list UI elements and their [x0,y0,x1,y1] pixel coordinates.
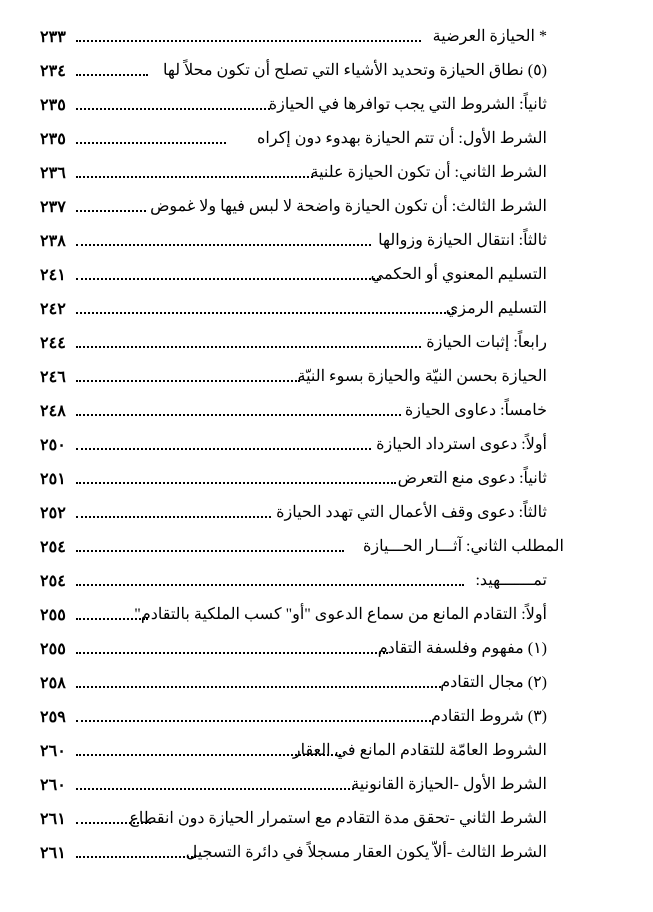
dot-leader [76,346,421,348]
dot-leader [76,414,401,416]
toc-page-number: ٢٣٥ [40,97,66,114]
dot-leader [76,142,226,144]
toc-entry [40,191,568,225]
dot-leader [76,74,148,76]
toc-page-number: ٢٥٠ [40,437,66,454]
toc-page-number: ٢٤٦ [40,369,66,386]
toc-entry-title: الحيازة بحسن النيّة والحيازة بسوء النيّة [297,368,547,385]
toc-entry-title: تمـــــــهيد: [475,572,547,589]
toc-entry [40,633,568,667]
toc-entry-title: (١) مفهوم وفلسفة التقادم [377,640,547,657]
toc-entry [40,361,568,395]
toc-page-number: ٢٤٤ [40,335,66,352]
toc-page-number: ٢٣٨ [40,233,66,250]
toc-entry [40,123,568,157]
toc-entry-title: التسليم المعنوي أو الحكمي [370,266,547,283]
toc-page-number: ٢٦٠ [40,777,66,794]
toc-page-number: ٢٣٤ [40,63,66,80]
toc-page-number: ٢٦١ [40,845,66,862]
toc-page-number: ٢٤٨ [40,403,66,420]
dot-leader [76,720,431,722]
table-of-contents [40,21,568,871]
toc-entry-title: الشرط الأول -الحيازة القانونية [351,776,547,793]
toc-entry [40,497,568,531]
dot-leader [76,584,464,586]
dot-leader [76,278,379,280]
toc-entry [40,701,568,735]
dot-leader [76,210,146,212]
toc-entry-title: خامساً: دعاوى الحيازة [404,402,547,419]
toc-entry-title: رابعاً: إثبات الحيازة [426,334,547,351]
toc-entry-title: (٥) نطاق الحيازة وتحديد الأشياء التي تصلح أن تكون محلاً لها [162,62,547,79]
toc-page-number: ٢٥٩ [40,709,66,726]
dot-leader [76,550,344,552]
toc-entry [40,55,568,89]
toc-entry-title: الشرط الثاني: أن تكون الحيازة علنية [310,164,547,181]
dot-leader [76,244,371,246]
toc-page-number: ٢٥٤ [40,573,66,590]
toc-entry [40,21,568,55]
toc-page-number: ٢٣٥ [40,131,66,148]
toc-entry-title: الشرط الأول: أن تتم الحيازة بهدوء دون إكراه [257,130,547,147]
toc-entry-title: الشرط الثاني -تحقق مدة التقادم مع استمرار الحيازة دون انقطاع [129,810,547,827]
toc-page-number: ٢٥٥ [40,607,66,624]
dot-leader [76,652,388,654]
dot-leader [76,686,441,688]
toc-entry-title: ثالثاً: دعوى وقف الأعمال التي تهدد الحيازة [276,504,547,521]
dot-leader [76,176,313,178]
toc-page-number: ٢٤١ [40,267,66,284]
toc-page-number: ٢٥٢ [40,505,66,522]
toc-entry [40,735,568,769]
dot-leader [76,788,354,790]
toc-entry-title: * الحيازة العرضية [432,28,547,45]
toc-entry [40,225,568,259]
toc-entry [40,89,568,123]
toc-entry [40,565,568,599]
toc-page-number: ٢٣٣ [40,29,66,46]
toc-entry-title: أولاً: دعوى استرداد الحيازة [376,436,547,453]
toc-entry [40,259,568,293]
toc-page-number: ٢٥٨ [40,675,66,692]
toc-entry [40,429,568,463]
toc-entry [40,667,568,701]
toc-page-number: ٢٥٤ [40,539,66,556]
dot-leader [76,448,371,450]
toc-entry-title: ثالثاً: انتقال الحيازة وزوالها [378,232,547,249]
toc-page-number: ٢٣٦ [40,165,66,182]
toc-entry-title: أولاً: التقادم المانع من سماع الدعوى "أو" كسب الملكية بالتقادم" [134,606,547,623]
dot-leader [76,108,270,110]
dot-leader [76,856,196,858]
toc-page-number: ٢٥١ [40,471,66,488]
toc-entry [40,769,568,803]
toc-page-number: ٢٦١ [40,811,66,828]
toc-entry-title: المطلب الثاني: آثـــار الحـــيازة [362,538,564,555]
toc-entry-title: الشرط الثالث: أن تكون الحيازة واضحة لا لبس فيها ولا غموض [150,198,547,215]
toc-entry-title: ثانياً: دعوى منع التعرض [397,470,547,487]
dot-leader [76,516,271,518]
toc-entry [40,463,568,497]
toc-entry [40,293,568,327]
dot-leader [76,40,421,42]
toc-entry [40,599,568,633]
toc-page-number: ٢٤٢ [40,301,66,318]
toc-page-number: ٢٦٠ [40,743,66,760]
toc-page-number: ٢٣٧ [40,199,66,216]
toc-entry-title: ثانياً: الشروط التي يجب توافرها في الحيازة [268,96,547,113]
toc-entry-title: (٢) مجال التقادم [440,674,547,691]
toc-entry [40,395,568,429]
dot-leader [76,380,300,382]
toc-entry-title: الشرط الثالث -ألاّ يكون العقار مسجلاً في دائرة التسجيل [185,844,547,861]
toc-entry [40,531,568,565]
toc-entry [40,837,568,871]
dot-leader [76,312,454,314]
dot-leader [76,482,396,484]
toc-entry-title: (٣) شروط التقادم [430,708,547,725]
toc-page-number: ٢٥٥ [40,641,66,658]
toc-entry [40,803,568,837]
toc-entry [40,157,568,191]
toc-entry-title: التسليم الرمزي [445,300,547,317]
toc-entry [40,327,568,361]
toc-entry-title: الشروط العامّة للتقادم المانع في العقار [292,742,547,759]
